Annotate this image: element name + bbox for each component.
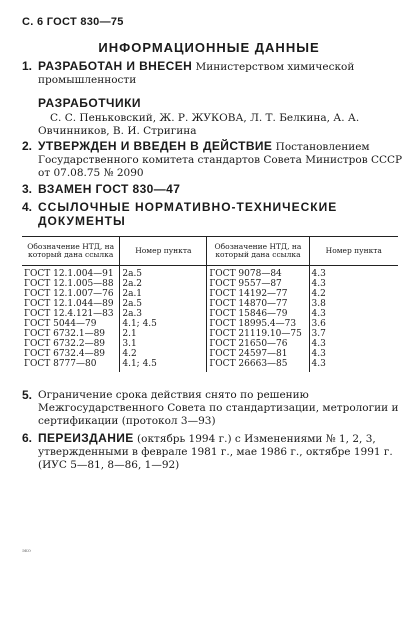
section-text: Ограничение срока действия снято по решению Межгосударственного Совета по стандартизации, метрологии и сертификации (протокол 3—93) xyxy=(38,389,399,427)
table-cell: ГОСТ 15846—79 xyxy=(207,309,309,319)
section-text: (октябрь 1994 г.) с Изменениями № 1, 2, 3, утвержденными в феврале 1981 г., мае 1986 г., октябре 1991 г. (ИУС 5—81, 8—86, 1—92) xyxy=(38,433,393,471)
table-cell: 3.6 xyxy=(311,319,326,329)
table-cell: ГОСТ 14192—77 xyxy=(207,289,309,299)
section-heading: ВЗАМЕН ГОСТ 830—47 xyxy=(38,182,181,196)
table-cell: 2а.5 xyxy=(120,266,207,280)
section-number: 6. xyxy=(22,431,33,445)
table-cell: 4.1; 4.5 xyxy=(120,319,207,329)
section-number: 5. xyxy=(22,388,33,402)
table-cell: ГОСТ 21119.10—75 xyxy=(207,329,309,339)
table-cell: 4.3 xyxy=(311,309,326,319)
table-row xyxy=(22,289,398,299)
section-text: Постановлением Государственного комитета стандартов Совета Министров СССР от 07.08.75 № 2090 xyxy=(38,141,403,179)
column-header: Обозначение НТД, на который дана ссылка xyxy=(207,237,309,266)
table-cell: ГОСТ 21650—76 xyxy=(207,339,309,349)
table-cell: 4.2 xyxy=(311,289,326,299)
table-cell: 2а.3 xyxy=(120,309,207,319)
table-cell: ГОСТ 6732.1—89 xyxy=(22,329,120,339)
table-cell: 4.3 xyxy=(311,339,326,349)
table-row xyxy=(22,266,398,280)
table-row xyxy=(22,349,398,359)
table-cell: ГОСТ 18995.4—73 xyxy=(207,319,309,329)
table-row xyxy=(22,339,398,349)
table-cell: ГОСТ 12.1.004—91 xyxy=(22,266,120,280)
table-cell: ГОСТ 12.1.007—76 xyxy=(22,289,120,299)
section-heading: ССЫЛОЧНЫЕ НОРМАТИВНО-ТЕХНИЧЕСКИЕ ДОКУМЕНТЫ xyxy=(38,200,338,228)
section-heading: УТВЕРЖДЕН И ВВЕДЕН В ДЕЙСТВИЕ xyxy=(38,139,273,153)
table-cell: ГОСТ 6732.2—89 xyxy=(22,339,120,349)
table-cell: 4.3 xyxy=(311,349,326,359)
table-cell: ГОСТ 6732.4—89 xyxy=(22,349,120,359)
table-cell: 4.3 xyxy=(311,269,326,279)
section-number: 3. xyxy=(22,182,33,196)
section-number: 4. xyxy=(22,200,33,214)
section-4 xyxy=(22,201,404,229)
section-1 xyxy=(22,60,404,87)
table-cell: ГОСТ 8777—80 xyxy=(22,359,120,372)
section-5 xyxy=(22,389,404,428)
references-table xyxy=(22,236,398,372)
section-heading: ПЕРЕИЗДАНИЕ xyxy=(38,431,134,445)
table-cell: ГОСТ 5044—79 xyxy=(22,319,120,329)
table-row xyxy=(22,309,398,319)
table-header-row xyxy=(22,237,398,266)
footnote-mark: эко xyxy=(22,548,31,554)
section-heading: РАЗРАБОТАН И ВНЕСЕН xyxy=(38,59,193,73)
section-number: 1. xyxy=(22,59,33,73)
table-cell: 2.1 xyxy=(120,329,207,339)
table-cell: ГОСТ 9078—84 xyxy=(207,266,309,280)
section-text: Министерством химической промышленности xyxy=(38,61,355,86)
table-cell: 2а.2 xyxy=(120,279,207,289)
table-cell: 4.2 xyxy=(120,349,207,359)
developers-heading: РАЗРАБОТЧИКИ xyxy=(38,96,142,110)
table-cell: 4.3 xyxy=(311,279,326,289)
table-cell: 2а.5 xyxy=(120,299,207,309)
table-row xyxy=(22,359,398,372)
table-cell: ГОСТ 12.1.005—88 xyxy=(22,279,120,289)
page-header: С. 6 ГОСТ 830—75 xyxy=(22,16,124,28)
section-number: 2. xyxy=(22,139,33,153)
table-row xyxy=(22,299,398,309)
section-2 xyxy=(22,140,404,180)
table-cell: ГОСТ 12.4.121—83 xyxy=(22,309,120,319)
table-row xyxy=(22,329,398,339)
table-cell: 3.7 xyxy=(311,329,326,339)
table-cell: 3.1 xyxy=(120,339,207,349)
table-row xyxy=(22,319,398,329)
column-header: Обозначение НТД, на который дана ссылка xyxy=(22,237,120,266)
table-cell: ГОСТ 9557—87 xyxy=(207,279,309,289)
table-cell: 2а.1 xyxy=(120,289,207,299)
column-header: Номер пункта xyxy=(120,237,207,266)
table-cell: ГОСТ 26663—85 xyxy=(207,359,309,372)
page-title: ИНФОРМАЦИОННЫЕ ДАННЫЕ xyxy=(98,40,320,55)
column-header: Номер пункта xyxy=(309,237,398,266)
section-6 xyxy=(22,432,404,472)
table-cell: ГОСТ 24597—81 xyxy=(207,349,309,359)
developers-names: С. С. Пеньковский, Ж. Р. ЖУКОВА, Л. Т. Белкина, А. А. Овчинников, В. И. Стригина xyxy=(38,112,360,137)
table-cell: 4.1; 4.5 xyxy=(120,359,207,372)
table-cell: ГОСТ 12.1.044—89 xyxy=(22,299,120,309)
section-3 xyxy=(22,183,404,197)
table-cell: 3.8 xyxy=(311,299,326,309)
table-row xyxy=(22,279,398,289)
table-cell: ГОСТ 14870—77 xyxy=(207,299,309,309)
table-cell: 4.3 xyxy=(311,359,326,369)
